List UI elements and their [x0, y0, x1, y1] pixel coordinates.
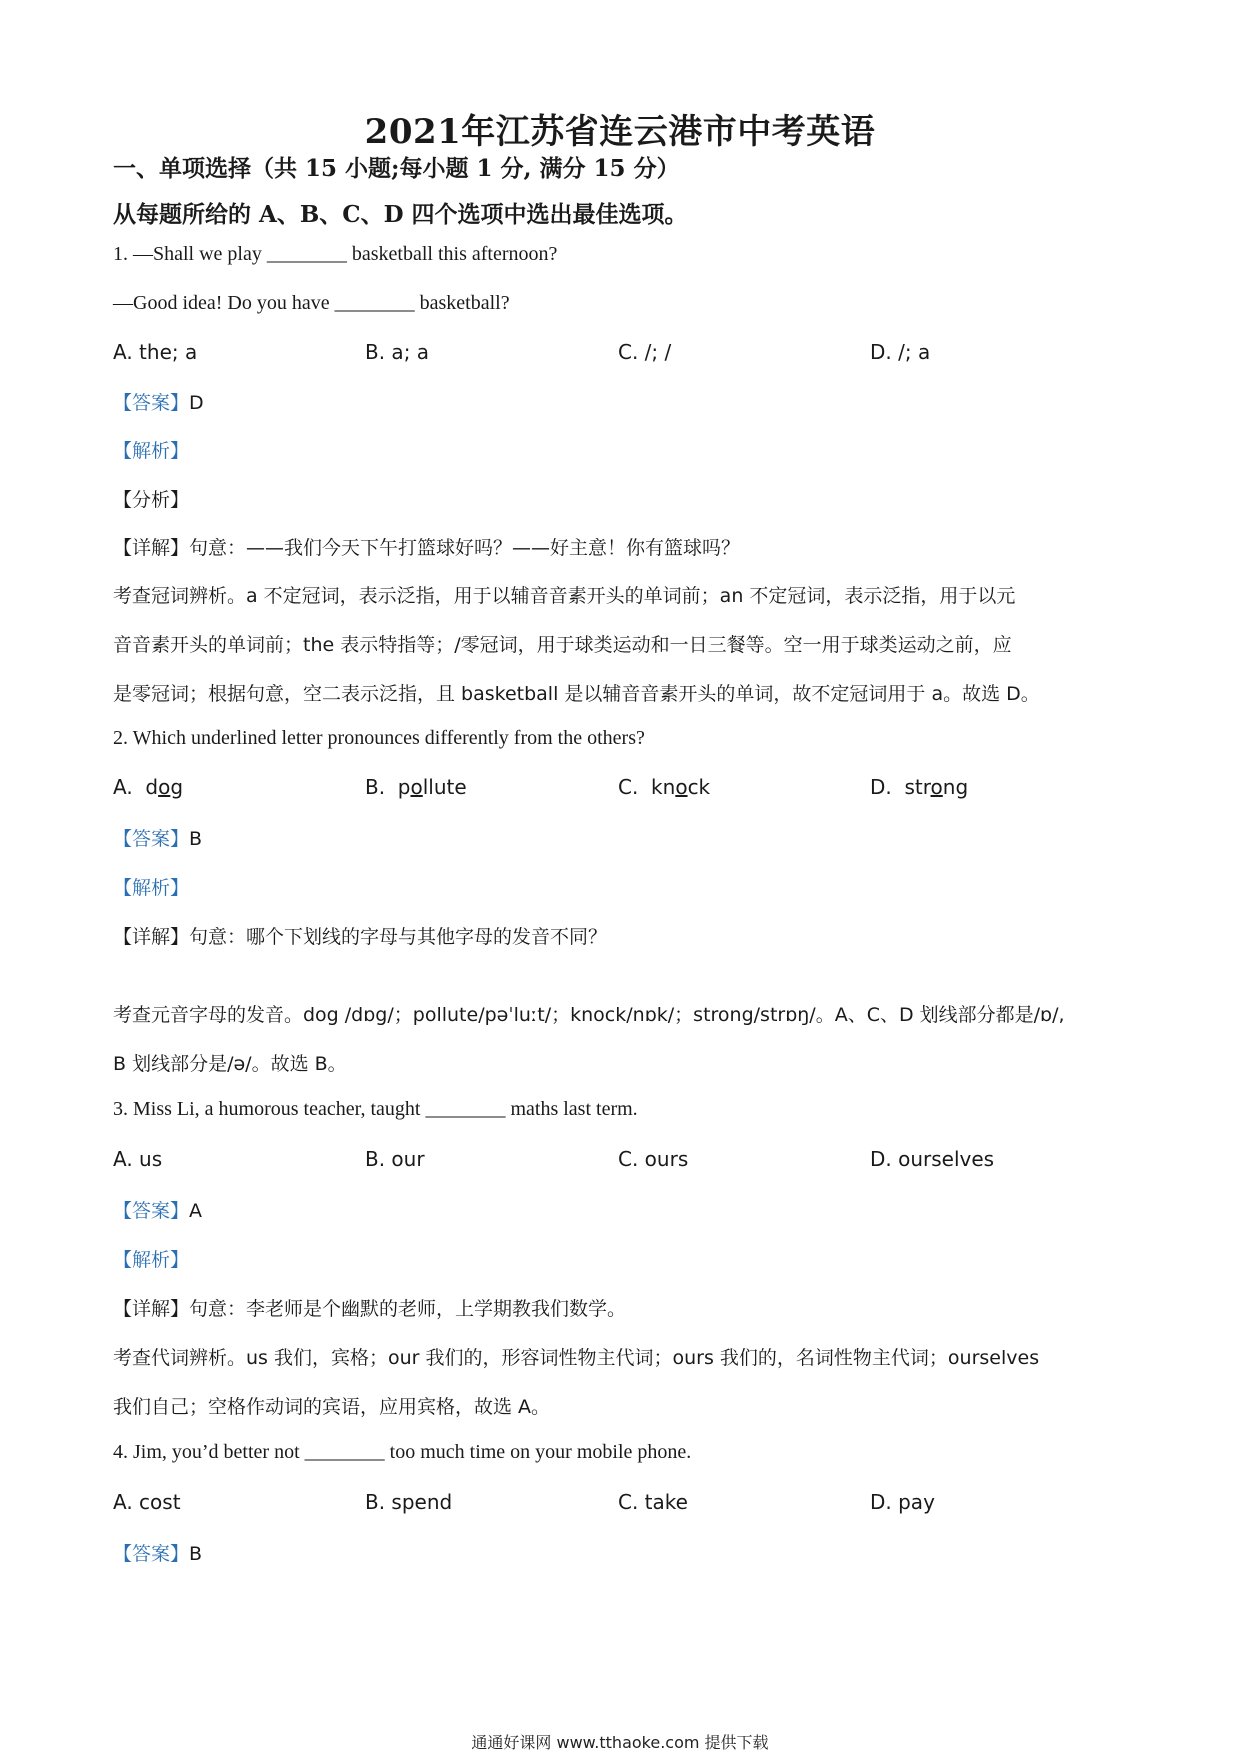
- q3-stem: 3. Miss Li, a humorous teacher, taught ________ maths last term.: [113, 1098, 638, 1120]
- q2-option-c: [618, 775, 710, 799]
- q3-explanation-line1: 考查代词辨析。us 我们，宾格；our 我们的，形容词性物主代词；ours 我们的，名词性物主代词；ourselves: [113, 1347, 1040, 1369]
- section-heading: 一、单项选择（共 15 小题;每小题 1 分, 满分 15 分）: [113, 155, 680, 182]
- detail-tag: 【详解】: [113, 1298, 190, 1320]
- q2-analysis: [113, 873, 189, 900]
- underlined-letter: o: [158, 775, 171, 799]
- answer-tag: 【答案】: [113, 1543, 190, 1565]
- answer-tag: 【答案】: [113, 1200, 190, 1222]
- q4-option-b: B. spend: [365, 1490, 453, 1514]
- section-instruction: 从每题所给的 A、B、C、D 四个选项中选出最佳选项。: [113, 201, 688, 228]
- q2-stem: 2. Which underlined letter pronounces differently from the others?: [113, 727, 645, 749]
- word-part: ck: [687, 775, 711, 799]
- word-part: str: [904, 775, 931, 799]
- analysis-tag: 【解析】: [113, 1249, 190, 1271]
- page-footer: 通通好课网 www.tthaoke.com 提供下载: [471, 1733, 769, 1752]
- q2-option-a: [113, 775, 183, 799]
- q4-option-c: C. take: [618, 1490, 688, 1514]
- answer-tag: 【答案】: [113, 392, 190, 414]
- analysis-tag: 【解析】: [113, 877, 190, 899]
- q3-option-c: C. ours: [618, 1147, 689, 1171]
- q1-analysis: [113, 436, 189, 463]
- answer-value: D: [189, 392, 204, 414]
- q2-answer: [113, 824, 202, 851]
- word-part: ng: [942, 775, 969, 799]
- detail-text: 句意：哪个下划线的字母与其他字母的发音不同？: [189, 926, 608, 948]
- option-label: B.: [365, 775, 386, 799]
- q4-option-a: A. cost: [113, 1490, 181, 1514]
- answer-tag: 【答案】: [113, 828, 190, 850]
- q1-option-d: D. /; a: [870, 340, 931, 364]
- q3-detail: [113, 1294, 626, 1321]
- q3-analysis: [113, 1245, 189, 1272]
- underlined-letter: o: [675, 775, 688, 799]
- answer-value: B: [189, 828, 203, 850]
- q1-explanation-line1: 考查冠词辨析。a 不定冠词，表示泛指，用于以辅音音素开头的单词前；an 不定冠词，表示泛指，用于以元: [113, 585, 1016, 607]
- q1-answer: [113, 388, 204, 415]
- q1-stem-line2: —Good idea! Do you have ________ basketball?: [113, 292, 510, 314]
- word-part: g: [170, 775, 184, 799]
- q3-option-b: B. our: [365, 1147, 425, 1171]
- q2-detail: [113, 922, 607, 949]
- q3-option-d: D. ourselves: [870, 1147, 995, 1171]
- underlined-letter: o: [930, 775, 943, 799]
- answer-value: B: [189, 1543, 203, 1565]
- q3-answer: [113, 1196, 202, 1223]
- option-label: A.: [113, 775, 133, 799]
- q4-answer: [113, 1539, 202, 1566]
- q1-option-c: C. /; /: [618, 340, 672, 364]
- word-part: kn: [651, 775, 676, 799]
- word-part: p: [397, 775, 411, 799]
- word-part: d: [145, 775, 159, 799]
- q3-explanation-line2: 我们自己；空格作动词的宾语，应用宾格，故选 A。: [113, 1396, 551, 1418]
- q1-detail: [113, 533, 740, 560]
- q2-option-d: [870, 775, 968, 799]
- q1-fenxi: [113, 485, 189, 512]
- q1-option-a: A. the; a: [113, 340, 198, 364]
- answer-value: A: [189, 1200, 203, 1222]
- analysis-tag: 【解析】: [113, 440, 190, 462]
- q3-option-a: A. us: [113, 1147, 163, 1171]
- fenxi-tag: 【分析】: [113, 489, 190, 511]
- q1-explanation-line3: 是零冠词；根据句意，空二表示泛指，且 basketball 是以辅音音素开头的单词，故不定冠词用于 a。故选 D。: [113, 683, 1040, 705]
- document-title: 2021年江苏省连云港市中考英语: [364, 112, 876, 152]
- q2-option-b: [365, 775, 467, 799]
- underlined-letter: o: [410, 775, 423, 799]
- q2-explanation-line1: 考查元音字母的发音。dog /dɒg/；pollute/pəˈluːt/；knock/nɒk/；strong/strɒŋ/。A、C、D 划线部分都是/ɒ/,: [113, 1004, 1065, 1026]
- option-label: C.: [618, 775, 639, 799]
- detail-text: 句意：——我们今天下午打篮球好吗？——好主意！你有篮球吗？: [189, 537, 741, 559]
- q4-option-d: D. pay: [870, 1490, 935, 1514]
- q1-stem-line1: 1. —Shall we play ________ basketball this afternoon?: [113, 243, 558, 265]
- q1-explanation-line2: 音音素开头的单词前；the 表示特指等；/零冠词，用于球类运动和一日三餐等。空一用于球类运动之前，应: [113, 634, 1012, 656]
- option-label: D.: [870, 775, 892, 799]
- word-part: llute: [422, 775, 467, 799]
- q4-stem: 4. Jim, you’d better not ________ too much time on your mobile phone.: [113, 1441, 692, 1463]
- detail-tag: 【详解】: [113, 537, 190, 559]
- detail-text: 句意：李老师是个幽默的老师，上学期教我们数学。: [189, 1298, 627, 1320]
- q2-explanation-line2: B 划线部分是/ə/。故选 B。: [113, 1053, 347, 1075]
- detail-tag: 【详解】: [113, 926, 190, 948]
- q1-option-b: B. a; a: [365, 340, 430, 364]
